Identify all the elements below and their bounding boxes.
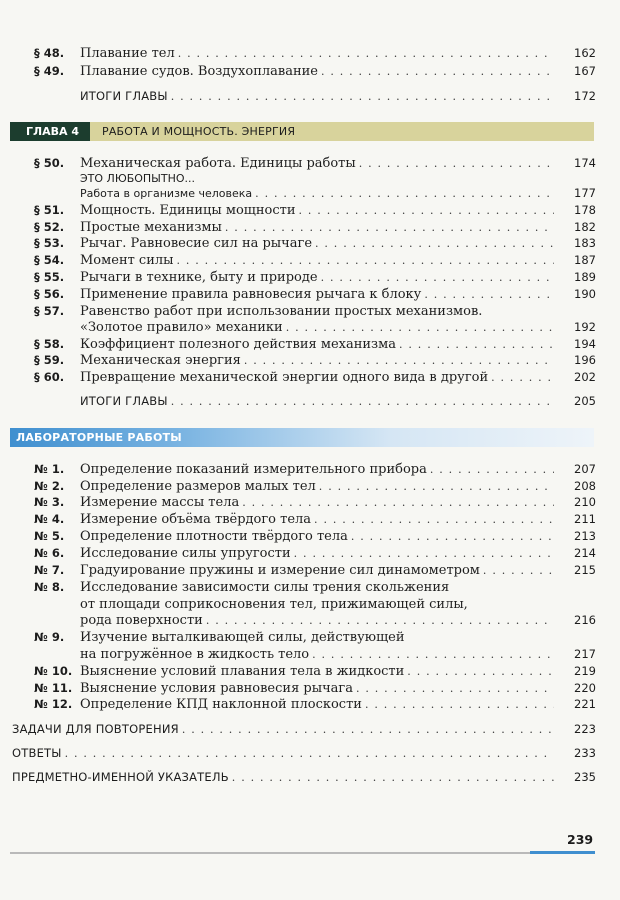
lab-number: № 3. [34, 495, 65, 509]
entry-title: Работа в организме человека [80, 187, 253, 200]
page-number: 219 [574, 664, 596, 678]
entry-title: Рычаг. Равновесие сил на рычаге [80, 236, 313, 251]
entry-title: Определение плотности твёрдого тела [80, 529, 348, 544]
toc-entry[interactable] [0, 596, 620, 613]
page-number: 216 [574, 613, 596, 627]
entry-title: Применение правила равновесия рычага к блоку [80, 287, 422, 302]
entry-title: Мощность. Единицы мощности [80, 203, 296, 218]
section-number: § 50. [34, 156, 65, 170]
toc-entry[interactable] [0, 494, 620, 511]
lab-number: № 6. [34, 546, 65, 560]
toc-entry[interactable] [0, 393, 620, 410]
section-number: § 52. [34, 220, 65, 234]
entry-title: Механическая энергия [80, 353, 241, 368]
page-number: 205 [574, 394, 596, 408]
entry-title: рода поверхности [80, 613, 203, 628]
entry-title: Плавание тел [80, 46, 175, 61]
toc-entry[interactable] [0, 252, 620, 269]
page-number: 178 [574, 203, 596, 217]
entry-title: Выяснение условий плавания тела в жидкости [80, 664, 405, 679]
chapter-title: РАБОТА И МОЩНОСТЬ. ЭНЕРГИЯ [102, 125, 296, 138]
entry-title: ПРЕДМЕТНО-ИМЕННОЙ УКАЗАТЕЛЬ [12, 770, 229, 784]
toc-entry[interactable] [0, 319, 620, 336]
entry-title: Измерение массы тела [80, 495, 240, 510]
toc-entry[interactable] [0, 579, 620, 596]
toc-entry[interactable] [0, 511, 620, 528]
entry-title: Измерение объёма твёрдого тела [80, 512, 312, 527]
toc-entry[interactable] [0, 219, 620, 236]
page-number: 162 [574, 46, 596, 60]
entry-title: Определение КПД наклонной плоскости [80, 697, 362, 712]
toc-entry[interactable] [0, 286, 620, 303]
section-number: § 57. [34, 304, 65, 318]
labs-header [10, 428, 594, 447]
page-number: 208 [574, 479, 596, 493]
entry-title: ЭТО ЛЮБОПЫТНО... [80, 172, 196, 185]
toc-entry[interactable] [0, 646, 620, 663]
lab-number: № 11. [34, 681, 73, 695]
page-number: 215 [574, 563, 596, 577]
toc-entry[interactable] [0, 721, 620, 738]
entry-title: ИТОГИ ГЛАВЫ [80, 394, 168, 408]
entry-title: «Золотое правило» механики [80, 320, 283, 335]
page-number: 167 [574, 64, 596, 78]
toc-entry[interactable] [0, 478, 620, 495]
chapter-header [10, 122, 594, 141]
toc-entry[interactable] [0, 303, 620, 320]
page-number: 210 [574, 495, 596, 509]
section-number: § 48. [34, 46, 65, 60]
toc-entry[interactable] [0, 680, 620, 697]
toc-entry[interactable] [0, 663, 620, 680]
entry-title: Определение размеров малых тел [80, 479, 316, 494]
page-folio: 239 [567, 832, 594, 847]
toc-entry[interactable] [0, 769, 620, 786]
page-number: 233 [574, 746, 596, 760]
entry-title: Градуирование пружины и измерение сил динамометром [80, 563, 480, 578]
footer-accent-rule [530, 851, 595, 854]
entry-title: Превращение механической энергии одного вида в другой [80, 370, 489, 385]
entry-title: Плавание судов. Воздухоплавание [80, 64, 318, 79]
lab-number: № 12. [34, 697, 73, 711]
toc-entry[interactable] [0, 63, 620, 80]
page-number: 235 [574, 770, 596, 784]
footer-rule [10, 852, 530, 854]
page-number: 182 [574, 220, 596, 234]
entry-title: Механическая работа. Единицы работы [80, 156, 356, 171]
toc-entry[interactable] [0, 612, 620, 629]
section-number: § 49. [34, 64, 65, 78]
toc-entry[interactable] [0, 88, 620, 105]
page-number: 174 [574, 156, 596, 170]
toc-entry[interactable] [0, 745, 620, 762]
page-number: 189 [574, 270, 596, 284]
toc-entry[interactable] [0, 369, 620, 386]
section-number: § 51. [34, 203, 65, 217]
toc-entry[interactable] [0, 528, 620, 545]
section-number: § 59. [34, 353, 65, 367]
page-number: 192 [574, 320, 596, 334]
labs-title: ЛАБОРАТОРНЫЕ РАБОТЫ [16, 431, 182, 444]
toc-entry[interactable] [0, 202, 620, 219]
page-number: 202 [574, 370, 596, 384]
entry-title: ЗАДАЧИ ДЛЯ ПОВТОРЕНИЯ [12, 722, 179, 736]
entry-title: Исследование силы упругости [80, 546, 291, 561]
page-number: 207 [574, 462, 596, 476]
entry-title: Рычаги в технике, быту и природе [80, 270, 318, 285]
toc-entry[interactable] [0, 269, 620, 286]
entry-title: Простые механизмы [80, 220, 222, 235]
entry-title: ИТОГИ ГЛАВЫ [80, 89, 168, 103]
page-number: 194 [574, 337, 596, 351]
section-number: § 58. [34, 337, 65, 351]
entry-title: Выяснение условия равновесия рычага [80, 681, 353, 696]
toc-entry[interactable] [0, 461, 620, 478]
entry-title: Изучение выталкивающей силы, действующей [80, 630, 405, 645]
toc-entry[interactable] [0, 352, 620, 369]
toc-entry[interactable] [0, 45, 620, 62]
chapter-label: ГЛАВА 4 [10, 122, 90, 141]
entry-title: Момент силы [80, 253, 174, 268]
lab-number: № 9. [34, 630, 65, 644]
toc-entry[interactable] [0, 235, 620, 252]
page-number: 220 [574, 681, 596, 695]
lab-number: № 8. [34, 580, 65, 594]
lab-number: № 7. [34, 563, 65, 577]
page-number: 211 [574, 512, 596, 526]
section-number: § 56. [34, 287, 65, 301]
page-number: 196 [574, 353, 596, 367]
entry-title: на погружённое в жидкость тело [80, 647, 310, 662]
lab-number: № 2. [34, 479, 65, 493]
page-number: 214 [574, 546, 596, 560]
entry-title: Равенство работ при использовании простых механизмов. [80, 304, 483, 319]
toc-entry[interactable] [0, 562, 620, 579]
toc-entry[interactable] [0, 336, 620, 353]
lab-number: № 4. [34, 512, 65, 526]
page-number: 190 [574, 287, 596, 301]
entry-title: от площади соприкосновения тел, прижимающей силы, [80, 597, 468, 612]
toc-entry[interactable] [0, 696, 620, 713]
lab-number: № 1. [34, 462, 65, 476]
section-number: § 60. [34, 370, 65, 384]
entry-title: Исследование зависимости силы трения скольжения [80, 580, 450, 595]
toc-entry[interactable] [0, 629, 620, 646]
lab-number: № 5. [34, 529, 65, 543]
page-number: 213 [574, 529, 596, 543]
page-number: 217 [574, 647, 596, 661]
entry-title: Определение показаний измерительного прибора [80, 462, 427, 477]
page-number: 172 [574, 89, 596, 103]
page-number: 183 [574, 236, 596, 250]
toc-entry[interactable] [0, 545, 620, 562]
entry-title: Коэффициент полезного действия механизма [80, 337, 397, 352]
page-number: 223 [574, 722, 596, 736]
page-number: 221 [574, 697, 596, 711]
page-number: 177 [574, 186, 596, 200]
toc-entry[interactable] [0, 185, 620, 202]
section-number: § 55. [34, 270, 65, 284]
lab-number: № 10. [34, 664, 73, 678]
section-number: § 54. [34, 253, 65, 267]
page-number: 187 [574, 253, 596, 267]
section-number: § 53. [34, 236, 65, 250]
entry-title: ОТВЕТЫ [12, 746, 62, 760]
